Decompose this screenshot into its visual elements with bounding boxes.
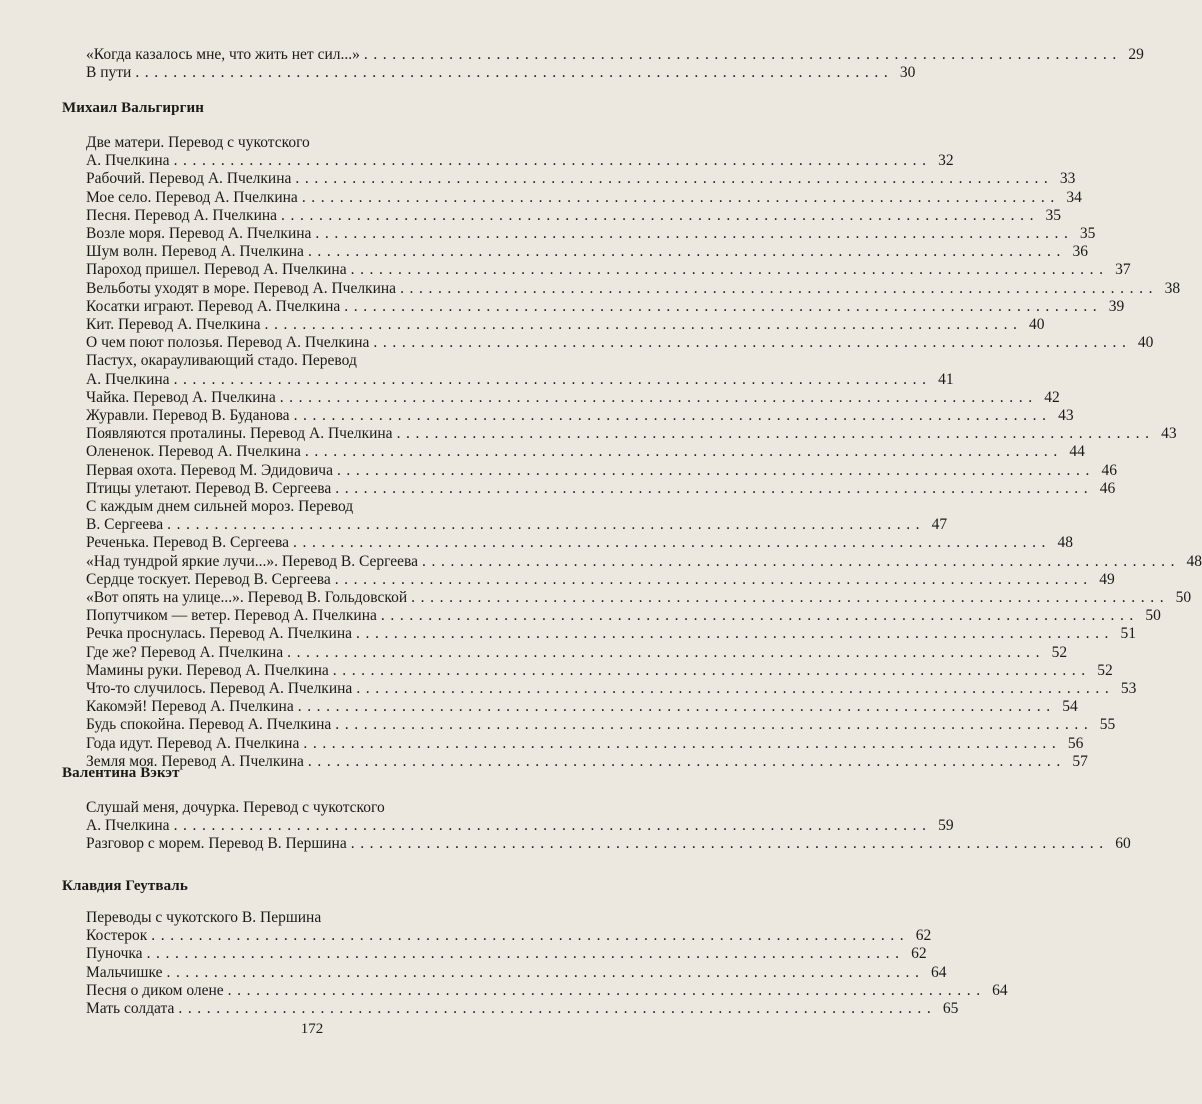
leader-dots: ................................................................................ xyxy=(344,297,1103,315)
entry-page: 35 xyxy=(1045,206,1062,224)
leader-dots: ................................................................................ xyxy=(303,734,1062,752)
toc-entry xyxy=(86,817,954,835)
entry-page: 34 xyxy=(1066,188,1082,206)
leader-dots: ................................................................................ xyxy=(315,225,1074,242)
toc-entry xyxy=(86,516,948,534)
entry-title: Чайка. Перевод А. Пчелкина xyxy=(86,388,276,406)
leader-dots: ................................................................................ xyxy=(178,1000,937,1017)
entry-title: А. Пчелкина xyxy=(86,152,170,170)
entry-title: Олененок. Перевод А. Пчелкина xyxy=(86,443,301,461)
toc-entry xyxy=(86,407,1074,425)
toc-entry xyxy=(86,425,1177,443)
toc-entry xyxy=(86,716,1116,734)
entry-title: Шум волн. Перевод А. Пчелкина xyxy=(86,243,304,261)
toc-entry xyxy=(86,279,1181,298)
toc-entry xyxy=(86,334,1154,352)
entry-page: 33 xyxy=(1059,170,1076,188)
entry-title: Первая охота. Перевод М. Эдидовича xyxy=(86,461,333,479)
toc-entry xyxy=(86,643,1068,662)
leader-dots: ................................................................................ xyxy=(264,316,1023,333)
entry-page: 53 xyxy=(1120,680,1137,697)
entry-title: А. Пчелкина xyxy=(86,370,170,388)
leader-dots: ................................................................................ xyxy=(293,534,1052,552)
leader-dots: ................................................................................ xyxy=(287,643,1046,661)
entry-title: Пуночка xyxy=(86,945,143,963)
author-heading: Валентина Вэкэт xyxy=(62,765,180,781)
entry-title: Переводы с чукотского В. Першина xyxy=(86,909,322,926)
entry-page: 52 xyxy=(1097,661,1113,679)
entry-title: Разговор с морем. Перевод В. Першина xyxy=(86,835,347,853)
leader-dots: ................................................................................ xyxy=(301,188,1060,206)
entry-page: 29 xyxy=(1128,46,1144,63)
entry-title: Мальчишке xyxy=(86,963,163,981)
toc-entry xyxy=(86,909,598,927)
entry-page: 50 xyxy=(1175,589,1192,606)
leader-dots: ................................................................................ xyxy=(307,752,1066,770)
leader-dots: ................................................................................ xyxy=(146,945,905,963)
toc-entry xyxy=(86,388,1060,407)
entry-page: 43 xyxy=(1058,407,1074,424)
leader-dots: ................................................................................ xyxy=(411,589,1170,606)
leader-dots: ................................................................................ xyxy=(173,152,932,170)
toc-entry xyxy=(86,552,1202,571)
toc-entry xyxy=(86,206,1062,225)
toc-entry xyxy=(86,443,1085,461)
entry-page: 54 xyxy=(1062,698,1078,716)
entry-title: Слушай меня, дочурка. Перевод с чукотского xyxy=(86,799,385,816)
entry-title: Косатки играют. Перевод А. Пчелкина xyxy=(86,297,341,315)
entry-title: Птицы улетают. Перевод В. Сергеева xyxy=(86,479,332,497)
entry-title: Пароход пришел. Перевод А. Пчелкина xyxy=(86,261,347,279)
entry-title: Песня. Перевод А. Пчелкина xyxy=(86,206,278,224)
entry-title: Что-то случилось. Перевод А. Пчелкина xyxy=(86,680,353,697)
entry-page: 46 xyxy=(1101,461,1117,479)
entry-page: 60 xyxy=(1115,835,1131,853)
entry-title: «Вот опять на улице...». Перевод В. Гольдовской xyxy=(86,589,408,606)
leader-dots: ................................................................................ xyxy=(335,716,1094,734)
leader-dots: ................................................................................ xyxy=(166,963,925,981)
leader-dots: ................................................................................ xyxy=(173,817,932,835)
entry-page: 41 xyxy=(938,370,954,388)
entry-page: 39 xyxy=(1108,297,1125,315)
leader-dots: ................................................................................ xyxy=(334,570,1093,588)
toc-entry xyxy=(86,734,1084,753)
entry-title: С каждым днем сильней мороз. Перевод xyxy=(86,498,354,515)
toc-entry xyxy=(86,589,1192,607)
leader-dots: ................................................................................ xyxy=(356,680,1115,697)
leader-dots: ................................................................................ xyxy=(400,279,1159,297)
toc-entry xyxy=(86,570,1115,589)
toc-entry xyxy=(86,625,1137,643)
entry-page: 42 xyxy=(1044,388,1060,406)
toc-entry xyxy=(86,799,598,817)
toc-entry xyxy=(86,981,1008,1000)
entry-page: 37 xyxy=(1115,261,1131,279)
entry-title: Вельботы уходят в море. Перевод А. Пчелкина xyxy=(86,279,397,297)
toc-entry xyxy=(86,134,598,152)
toc-entry xyxy=(86,64,916,82)
author-heading: Михаил Вальгиргин xyxy=(62,100,204,116)
entry-page: 40 xyxy=(1137,334,1154,352)
entry-title: Мамины руки. Перевод А. Пчелкина xyxy=(86,661,329,679)
entry-page: 55 xyxy=(1099,716,1116,734)
entry-page: 64 xyxy=(992,981,1008,999)
entry-title: Возле моря. Перевод А. Пчелкина xyxy=(86,225,312,242)
entry-page: 47 xyxy=(931,516,948,534)
entry-page: 65 xyxy=(942,1000,959,1017)
leader-dots: ................................................................................ xyxy=(373,334,1132,352)
toc-entry xyxy=(86,461,1117,480)
leader-dots: ................................................................................ xyxy=(295,170,1054,188)
entry-page: 52 xyxy=(1051,643,1068,661)
toc-entry xyxy=(86,46,1144,64)
entry-title: Попутчиком — ветер. Перевод А. Пчелкина xyxy=(86,607,377,625)
leader-dots: ................................................................................ xyxy=(307,243,1066,261)
entry-page: 49 xyxy=(1099,570,1115,588)
toc-entry xyxy=(86,370,954,389)
entry-title: «Когда казалось мне, что жить нет сил...» xyxy=(86,46,360,63)
entry-page: 30 xyxy=(899,64,916,82)
toc-entry xyxy=(86,170,1076,188)
entry-page: 48 xyxy=(1057,534,1074,552)
toc-entry xyxy=(86,152,954,170)
toc-entry xyxy=(86,680,1137,698)
toc-entry xyxy=(86,534,1074,552)
author-heading: Клавдия Геутваль xyxy=(62,878,188,894)
entry-title: В пути xyxy=(86,64,132,82)
entry-title: Какомэй! Перевод А. Пчелкина xyxy=(86,698,294,716)
entry-title: Реченька. Перевод В. Сергеева xyxy=(86,534,290,552)
leader-dots: ................................................................................ xyxy=(332,661,1091,679)
toc-entry xyxy=(86,498,598,516)
leader-dots: ................................................................................ xyxy=(422,552,1181,570)
leader-dots: ................................................................................ xyxy=(350,835,1109,853)
entry-title: Журавли. Перевод В. Буданова xyxy=(86,407,290,424)
toc-entry xyxy=(86,352,598,370)
entry-page: 50 xyxy=(1145,607,1161,625)
entry-page: 32 xyxy=(938,152,954,170)
entry-page: 35 xyxy=(1079,225,1096,242)
entry-title: Кит. Перевод А. Пчелкина xyxy=(86,316,261,333)
entry-page: 44 xyxy=(1069,443,1085,461)
leader-dots: ................................................................................ xyxy=(135,64,894,82)
entry-title: Пастух, окарауливающий стадо. Перевод xyxy=(86,352,357,370)
entry-title: Мое село. Перевод А. Пчелкина xyxy=(86,188,298,206)
leader-dots: ................................................................................ xyxy=(380,607,1139,625)
entry-title: Рабочий. Перевод А. Пчелкина xyxy=(86,170,292,188)
leader-dots: ................................................................................ xyxy=(227,981,986,999)
toc-entry xyxy=(86,1000,959,1018)
leader-dots: ................................................................................ xyxy=(396,425,1155,443)
toc-entry xyxy=(86,479,1116,498)
entry-title: Будь спокойна. Перевод А. Пчелкина xyxy=(86,716,332,734)
entry-page: 64 xyxy=(930,963,947,981)
entry-title: Сердце тоскует. Перевод В. Сергеева xyxy=(86,570,331,588)
leader-dots: ................................................................................ xyxy=(304,443,1063,461)
entry-title: Песня о диком олене xyxy=(86,981,224,999)
entry-page: 46 xyxy=(1099,479,1116,497)
toc-entry xyxy=(86,963,947,982)
entry-page: 59 xyxy=(938,817,954,835)
leader-dots: ................................................................................ xyxy=(173,370,932,388)
leader-dots: ................................................................................ xyxy=(356,625,1115,643)
toc-entry xyxy=(86,945,927,963)
toc-entry xyxy=(86,316,1045,334)
toc-entry xyxy=(86,261,1131,279)
leader-dots: ................................................................................ xyxy=(151,927,910,945)
leader-dots: ................................................................................ xyxy=(336,461,1095,479)
entry-page: 40 xyxy=(1029,316,1045,333)
entry-page: 38 xyxy=(1164,279,1181,297)
toc-entry xyxy=(86,927,932,945)
entry-title: Появляются проталины. Перевод А. Пчелкина xyxy=(86,425,393,443)
leader-dots: ................................................................................ xyxy=(297,698,1056,716)
leader-dots: ................................................................................ xyxy=(279,388,1038,406)
entry-page: 62 xyxy=(915,927,932,945)
entry-title: Года идут. Перевод А. Пчелкина xyxy=(86,734,300,752)
toc-entry xyxy=(86,835,1131,853)
toc-entry xyxy=(86,188,1082,207)
entry-title: В. Сергеева xyxy=(86,516,164,534)
toc-entry xyxy=(86,297,1125,316)
page-number: 172 xyxy=(300,1021,324,1037)
leader-dots: ................................................................................ xyxy=(281,206,1040,224)
entry-page: 48 xyxy=(1186,552,1202,570)
entry-page: 56 xyxy=(1067,734,1084,752)
entry-page: 36 xyxy=(1072,243,1088,261)
entry-title: Где же? Перевод А. Пчелкина xyxy=(86,643,284,661)
toc-entry xyxy=(86,607,1161,625)
entry-page: 57 xyxy=(1072,752,1088,770)
entry-title: Земля моя. Перевод А. Пчелкина xyxy=(86,752,304,770)
toc-entry xyxy=(86,661,1113,680)
entry-title: Костерок xyxy=(86,927,148,945)
entry-title: О чем поют полозья. Перевод А. Пчелкина xyxy=(86,334,370,352)
leader-dots: ................................................................................ xyxy=(293,407,1052,424)
leader-dots: ................................................................................ xyxy=(167,516,926,534)
entry-page: 51 xyxy=(1120,625,1137,643)
toc-entry xyxy=(86,243,1088,261)
entry-title: Мать солдата xyxy=(86,1000,175,1017)
entry-page: 62 xyxy=(911,945,927,963)
toc-entry xyxy=(86,225,1096,243)
entry-title: «Над тундрой яркие лучи...». Перевод В. Сергеева xyxy=(86,552,419,570)
entry-title: Две матери. Перевод с чукотского xyxy=(86,134,310,151)
leader-dots: ................................................................................ xyxy=(350,261,1109,279)
entry-page: 43 xyxy=(1161,425,1177,443)
leader-dots: ................................................................................ xyxy=(335,479,1094,497)
leader-dots: ................................................................................ xyxy=(363,46,1122,63)
entry-title: А. Пчелкина xyxy=(86,817,170,835)
entry-title: Речка проснулась. Перевод А. Пчелкина xyxy=(86,625,353,643)
toc-entry xyxy=(86,698,1078,716)
